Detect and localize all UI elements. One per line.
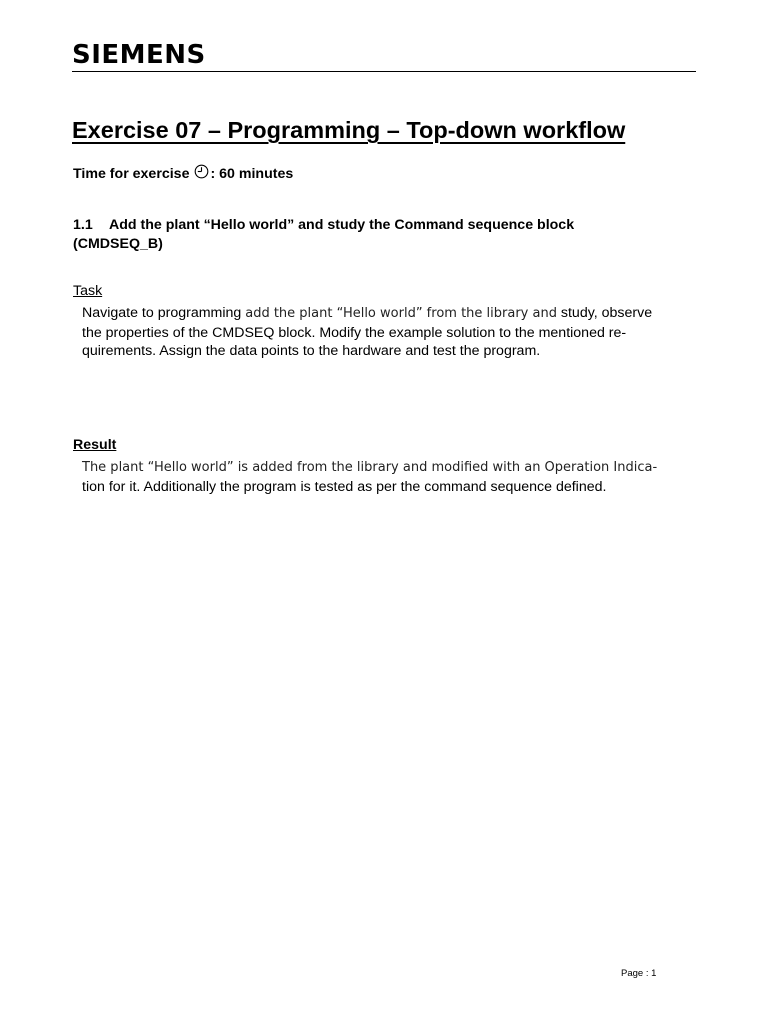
task-text-line2: the properties of the CMDSEQ block. Modify the example solution to the mentioned re- <box>82 324 627 341</box>
page-number: Page : 1 <box>621 968 657 979</box>
section-heading-line2: (CMDSEQ_B) <box>73 236 163 252</box>
result-label: Result <box>73 437 117 453</box>
task-text-line1b: add the plant “Hello world” from the library and <box>245 306 557 321</box>
task-text <box>82 304 692 361</box>
header-divider <box>72 71 696 72</box>
task-label: Task <box>73 283 103 299</box>
page-title: Exercise 07 – Programming – Top-down workflow <box>72 117 626 143</box>
time-value: : 60 minutes <box>210 166 294 182</box>
task-text-line1c: study, observe <box>556 305 653 321</box>
task-text-line3: quirements. Assign the data points to the hardware and test the program. <box>82 343 541 359</box>
section-heading-line1: Add the plant “Hello world” and study the Command sequence block <box>109 217 575 233</box>
result-text-line2: tion for it. Additionally the program is tested as per the command sequence defined. <box>82 478 607 495</box>
siemens-logo: SIEMENS <box>72 40 206 70</box>
result-text-line1: The plant “Hello world” is added from the library and modified with an Operation Indica- <box>82 460 658 475</box>
section-heading <box>73 216 673 254</box>
time-label: Time for exercise <box>73 166 190 182</box>
result-text <box>82 458 692 496</box>
section-number: 1.1 <box>73 217 93 233</box>
task-text-line1a: Navigate to programming <box>82 305 246 321</box>
clock-icon <box>194 164 209 179</box>
exercise-time <box>73 164 293 184</box>
